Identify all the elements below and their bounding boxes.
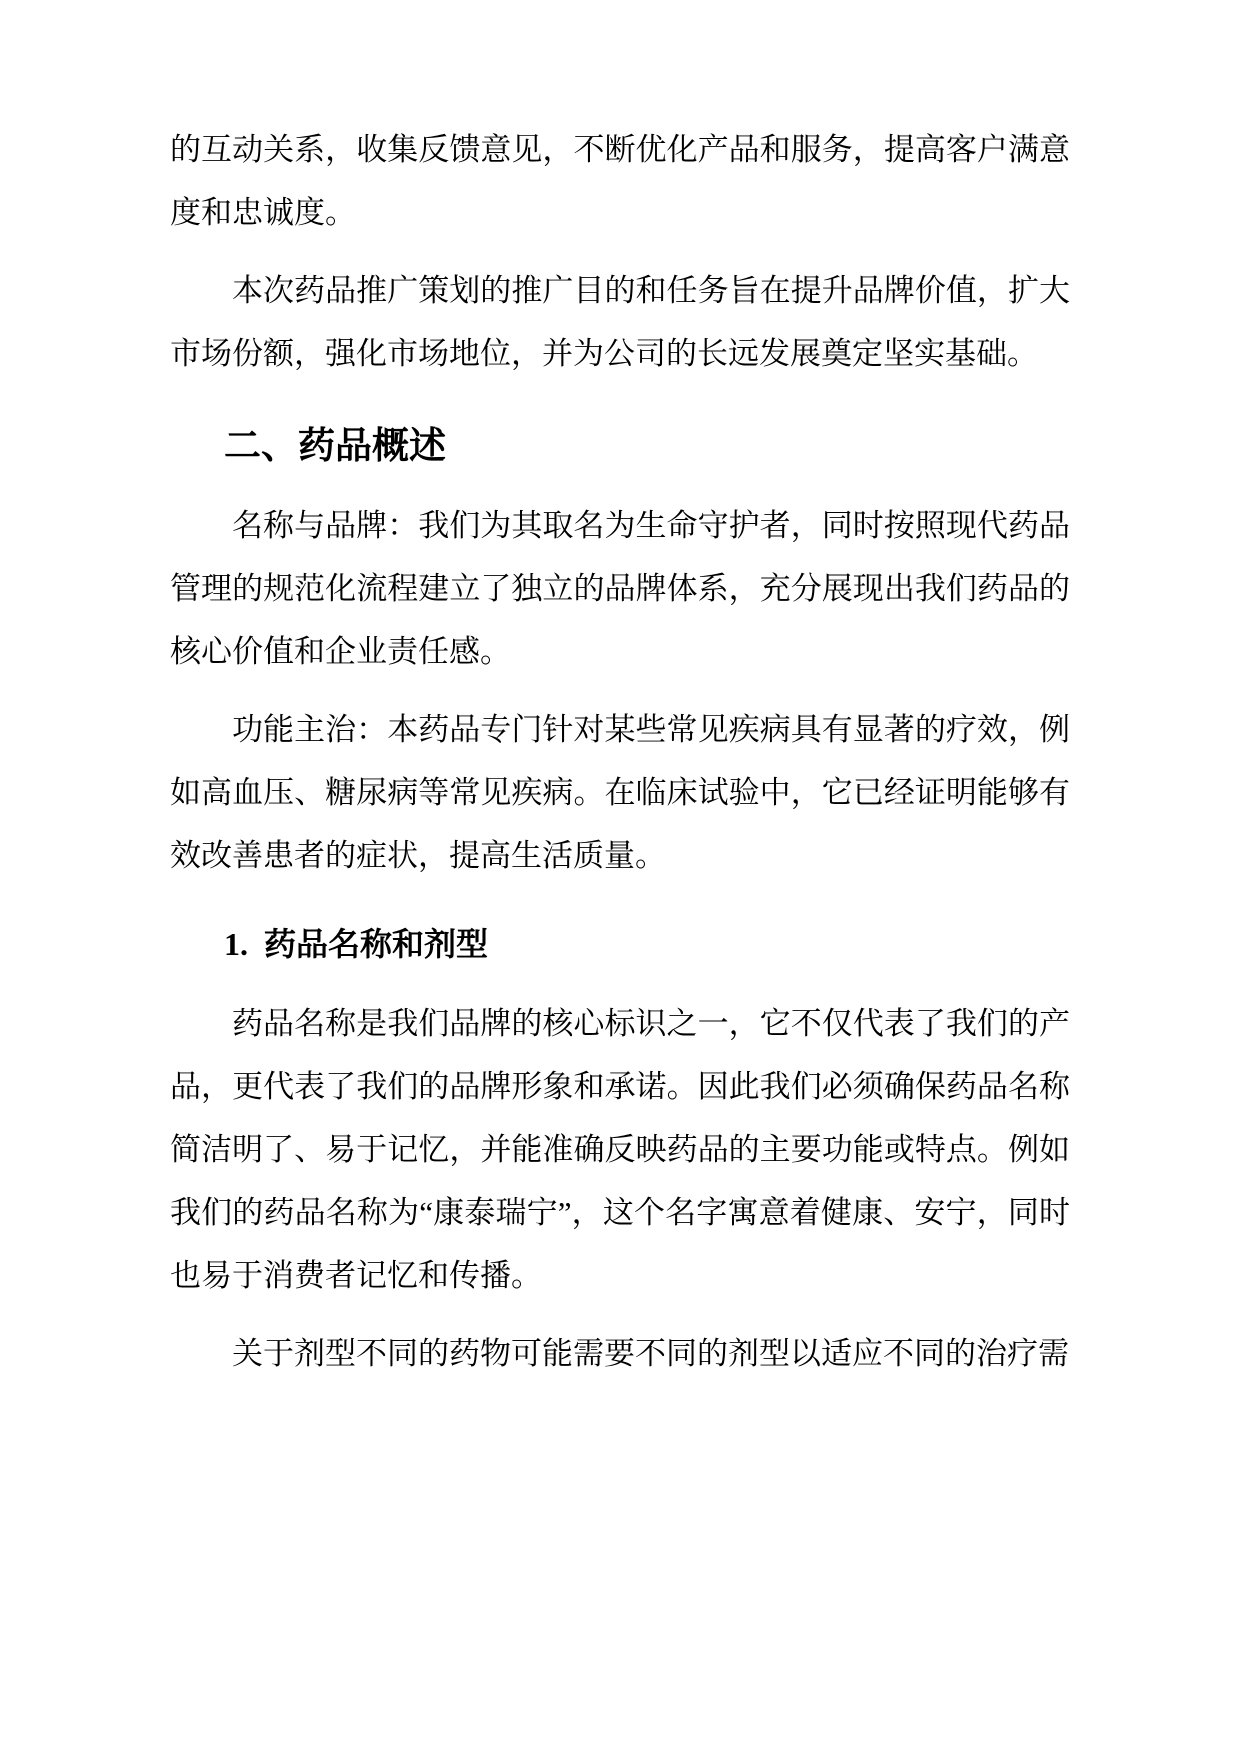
paragraph-dosage-form-intro: 关于剂型不同的药物可能需要不同的剂型以适应不同的治疗需 — [232, 1336, 1069, 1371]
paragraph-name-and-brand: 名称与品牌：我们为其取名为生命守护者，同时按照现代药品管理的规范化流程建立了独立的品牌体系，充分展现出我们药品的核心价值和企业责任感。 — [170, 508, 1070, 669]
paragraph-continuation: 的互动关系，收集反馈意见，不断优化产品和服务，提高客户满意度和忠诚度。 — [170, 132, 1070, 230]
paragraph-indications: 功能主治：本药品专门针对某些常见疾病具有显著的疗效，例如高血压、糖尿病等常见疾病。在临床试验中，它已经证明能够有效改善患者的症状，提高生活质量。 — [170, 712, 1070, 873]
section-heading-drug-overview: 二、药品概述 — [224, 426, 446, 467]
paragraph-drug-name: 药品名称是我们品牌的核心标识之一，它不仅代表了我们的产品，更代表了我们的品牌形象和承诺。因此我们必须确保药品名称简洁明了、易于记忆，并能准确反映药品的主要功能或特点。例如我们的药品名称为“康泰瑞宁”，这个名字寓意着健康、安宁，同时也易于消费者记忆和传播。 — [170, 1006, 1070, 1293]
subsection-heading-name-and-dosage-form — [170, 913, 1070, 976]
paragraph-promotion-goal: 本次药品推广策划的推广目的和任务旨在提升品牌价值，扩大市场份额，强化市场地位，并为公司的长远发展奠定坚实基础。 — [170, 273, 1070, 371]
subsection-title: 药品名称和剂型 — [264, 926, 489, 962]
subsection-number: 1. — [224, 926, 248, 962]
